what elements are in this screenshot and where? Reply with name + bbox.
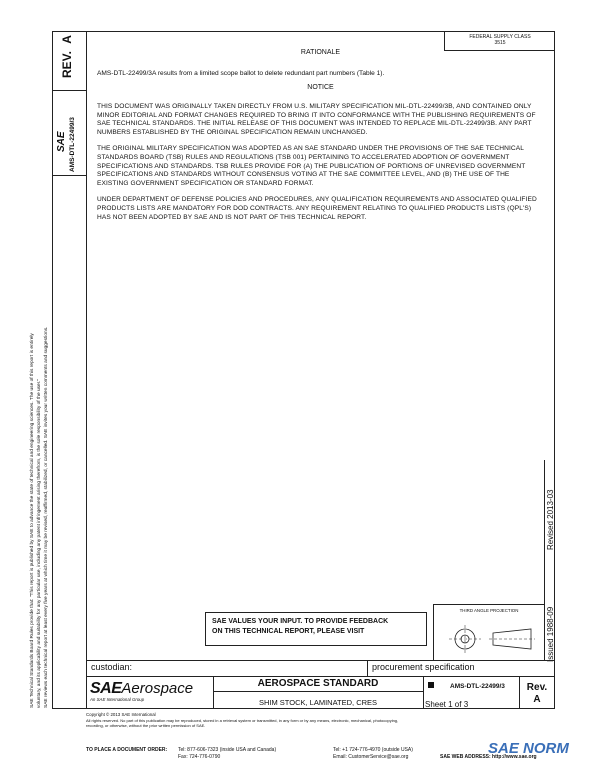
sae-logo-vertical: SAE — [56, 131, 67, 152]
notice-paragraph-1: THIS DOCUMENT WAS ORIGINALLY TAKEN DIRECTLY FROM U.S. MILITARY SPECIFICATION MIL-DTL-22499/3B, AND CONTAINED ONLY MINOR EDITORIAL AND FORMAT CHANGES REQUIRED TO BRING IT INTO CONFORMANCE WITH THE PUBLISHING REQUIREMENTS OF SAE TECHNICAL STANDARDS. THE INITIAL RELEASE OF THIS DOCUMENT WAS INTENDED TO REPLACE MIL-DTL-22499/3B. ANY PART NUMBERS ESTABLISHED BY THE ORIGINAL SPECIFICATION REMAIN UNCHANGED. — [97, 103, 536, 136]
doc-number-vertical: AMS-DTL-22499/3 — [69, 117, 76, 172]
logo-sae: SAE — [90, 680, 122, 697]
fsc-box — [444, 31, 555, 51]
rationale-title: RATIONALE — [300, 49, 341, 56]
footer-rights-2: recording, or otherwise, without the prior written permission of SAE. — [86, 723, 206, 729]
left-column-divider-2 — [52, 175, 86, 176]
footer-rights: All rights reserved. No part of this publication may be reproduced, stored in a retrieval system or transmitted, in any form or by any means, electronic, mechanical, photocopying, — [86, 717, 399, 723]
fsc-label: FEDERAL SUPPLY CLASS — [469, 34, 531, 40]
feedback-line-2: ON THIS TECHNICAL REPORT, PLEASE VISIT — [212, 628, 365, 635]
projection-box — [433, 604, 544, 660]
footer-email[interactable]: Email: CustomerService@sae.org — [333, 754, 409, 760]
notice-paragraph-2: THE ORIGINAL MILITARY SPECIFICATION WAS ADOPTED AS AN SAE STANDARD UNDER THE PROVISIONS OF THE SAE TECHNICAL STANDARDS BOARD (TSB) RULES AND REGULATIONS (TSB 001) PERTAINING TO ACCELERATED ADOPTION OF GOVERNMENT SPECIFICATIONS AND STANDARDS. TSB RULES PROVIDE FOR (A) THE PUBLICATION OF PORTIONS OF UNREVISED GOVERNMENT SPECIFICATIONS AND STANDARDS WITHOUT CONSENSUS VOTING AT THE SAE COMMITTEE LEVEL, AND (B) THE USE OF THE EXISTING GOVERNMENT SPECIFICATION OR STANDARD FORMAT. — [97, 145, 526, 187]
notice-paragraph-3: UNDER DEPARTMENT OF DEFENSE POLICIES AND PROCEDURES, ANY QUALIFICATION REQUIREMENTS AND ASSOCIATED QUALIFIED PRODUCTS LISTS ARE MANDATORY FOR DOD CONTRACTS. ANY REQUIREMENT RELATING TO QUALIFIED PRODUCTS LISTS (QPL'S) HAS NOT BEEN ADOPTED BY SAE AND IS NOT PART OF THIS TECHNICAL REPORT. — [97, 196, 537, 221]
projection-symbol-icon — [435, 615, 543, 659]
footer-web[interactable]: SAE WEB ADDRESS: http://www.sae.org — [440, 754, 537, 760]
rev-value: A — [60, 35, 74, 44]
date-divider — [544, 460, 545, 660]
feedback-box[interactable] — [205, 612, 427, 646]
notice-title: NOTICE — [307, 84, 334, 91]
title-block-top — [86, 660, 555, 661]
procurement-label: procurement specification — [372, 662, 475, 672]
title-rev-value: A — [533, 694, 541, 705]
title-block-mid — [86, 676, 555, 677]
left-column-divider — [52, 90, 86, 91]
sheet-label: Sheet 1 of 3 — [425, 700, 469, 709]
document-title: SHIM STOCK, LAMINATED, CRES — [258, 698, 378, 707]
procurement-divider — [367, 660, 368, 676]
footer-copyright: Copyright © 2013 SAE International — [86, 712, 156, 717]
disclaimer-line-1: SAE Technical Standards Board Rules provide that: "This report is published by SAE to advance the state of technical and engineering sciences. The use of this report is entirely — [30, 333, 35, 708]
custodian-label: custodian: — [91, 662, 133, 672]
notice-body — [97, 103, 539, 222]
logo-aerospace: Aerospace — [121, 680, 194, 697]
sae-norm-watermark: SAE NORM — [488, 740, 569, 757]
bullet-square-icon — [428, 682, 434, 688]
logo-tagline: An SAE International Group — [90, 697, 145, 702]
sae-aerospace-logo — [90, 680, 210, 706]
projection-label: THIRD ANGLE PROJECTION — [459, 608, 519, 613]
footer-tel-2: Tel: +1 724-776-4970 (outside USA) — [333, 747, 413, 753]
fsc-number: 3515 — [494, 40, 506, 46]
title-divider-h — [213, 691, 423, 692]
footer — [86, 712, 556, 729]
rev-vertical — [60, 35, 74, 78]
issued-date: Issued 1988-09 — [546, 606, 555, 662]
footer-fax: Fax: 724-776-0790 — [178, 754, 221, 760]
rev-label: REV. — [60, 51, 74, 78]
title-divider-2 — [423, 676, 424, 709]
footer-tel: Tel: 877-606-7323 (inside USA and Canada) — [178, 747, 277, 753]
disclaimer-line-3: SAE reviews each technical report at least every five years at which time it may be revised, reaffirmed, stabilized, or cancelled. SAE invites your written comments and suggestions. — [44, 326, 49, 708]
rationale-text: AMS-DTL-22499/3A results from a limited scope ballot to delete redundant part numbers (Table 1). — [97, 70, 385, 77]
title-doc-number: AMS-DTL-22499/3 — [450, 683, 505, 690]
title-rev-label: Rev. — [526, 682, 548, 693]
title-rev — [519, 682, 555, 706]
revised-date: Revised 2013-03 — [546, 489, 555, 550]
aerospace-standard-label: AEROSPACE STANDARD — [257, 678, 379, 689]
feedback-line-1: SAE VALUES YOUR INPUT. TO PROVIDE FEEDBACK — [212, 618, 389, 625]
order-label: TO PLACE A DOCUMENT ORDER: — [86, 747, 168, 753]
disclaimer-line-2: voluntary, and its applicability and suitability for any particular use, including any patent infringement arising therefrom, is the sole responsibility of the user." — [37, 378, 42, 708]
